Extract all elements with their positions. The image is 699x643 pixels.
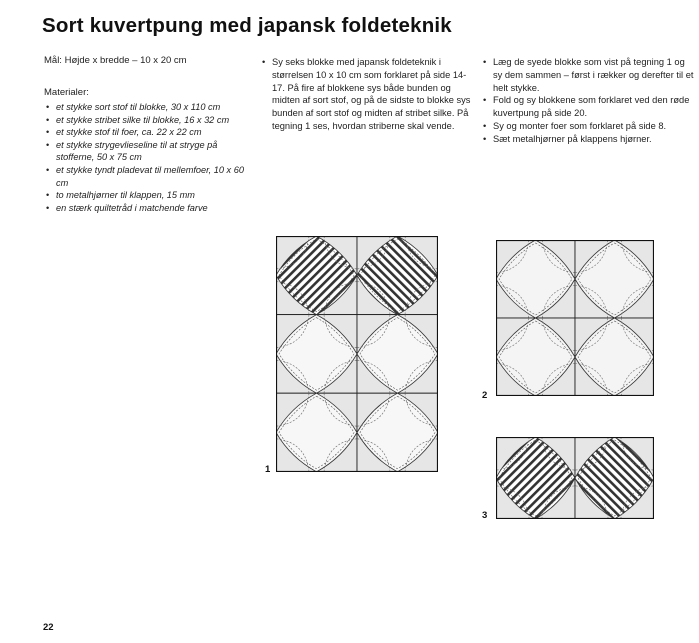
material-item: • en stærk quiltetråd i matchende farve: [44, 202, 249, 215]
page-number: 22: [43, 622, 54, 633]
figure-2: [496, 240, 654, 396]
quilt-block: [357, 393, 438, 472]
figure-1: [276, 236, 438, 472]
figure-1-label: 1: [265, 464, 271, 475]
instructions-right: [482, 56, 694, 146]
quilt-block: [276, 315, 357, 394]
quilt-block: [276, 393, 357, 472]
quilt-block: [496, 240, 575, 318]
material-item: • et stykke stof til foer, ca. 22 x 22 cm: [44, 126, 249, 139]
instruction-item: • Fold og sy blokkene som forklaret ved den røde kuvertpung på side 20.: [482, 94, 694, 120]
quilt-block: [575, 318, 654, 396]
instruction-item: • Sæt metalhjørner på klappens hjørner.: [482, 133, 694, 146]
material-item: • et stykke stribet silke til blokke, 16 x 32 cm: [44, 114, 249, 127]
materials-heading: Materialer:: [44, 87, 89, 98]
materials-list: [44, 101, 249, 214]
material-item: • et stykke strygevlieseline til at stryge på stofferne, 50 x 75 cm: [44, 139, 249, 164]
figure-3-drawing: [496, 437, 654, 519]
material-item: • et stykke tyndt pladevat til mellemfoer, 10 x 60 cm: [44, 164, 249, 189]
quilt-block: [357, 236, 438, 315]
figure-1-drawing: [276, 236, 438, 472]
instruction-item: • Sy og monter foer som forklaret på side 8.: [482, 120, 694, 133]
quilt-block: [496, 318, 575, 396]
quilt-block: [276, 236, 357, 315]
page-title: Sort kuvertpung med japansk foldeteknik: [42, 14, 452, 37]
dimensions-text: Mål: Højde x bredde – 10 x 20 cm: [44, 55, 187, 66]
figure-2-drawing: [496, 240, 654, 396]
quilt-block: [357, 315, 438, 394]
instruction-item: • Læg de syede blokke som vist på tegning 1 og sy dem sammen – først i rækker og derefter til et helt stykke.: [482, 56, 694, 94]
material-item: • to metalhjørner til klappen, 15 mm: [44, 189, 249, 202]
quilt-block: [575, 240, 654, 318]
figure-2-label: 2: [482, 390, 488, 401]
instruction-item: • Sy seks blokke med japansk foldeteknik i størrelsen 10 x 10 cm som forklaret på side 14-17. På fire af blokkene sys både bunden og midten af sort stof, og på de sidste to blokke sys bunden af sort stof og midten af stribet silke. På tegning 1 ses, hvordan striberne skal vende.: [261, 56, 473, 133]
figure-3-label: 3: [482, 510, 488, 521]
quilt-block: [496, 437, 575, 519]
quilt-block: [575, 437, 654, 519]
instructions-middle: [261, 56, 473, 133]
figure-3: [496, 437, 654, 519]
material-item: • et stykke sort stof til blokke, 30 x 110 cm: [44, 101, 249, 114]
